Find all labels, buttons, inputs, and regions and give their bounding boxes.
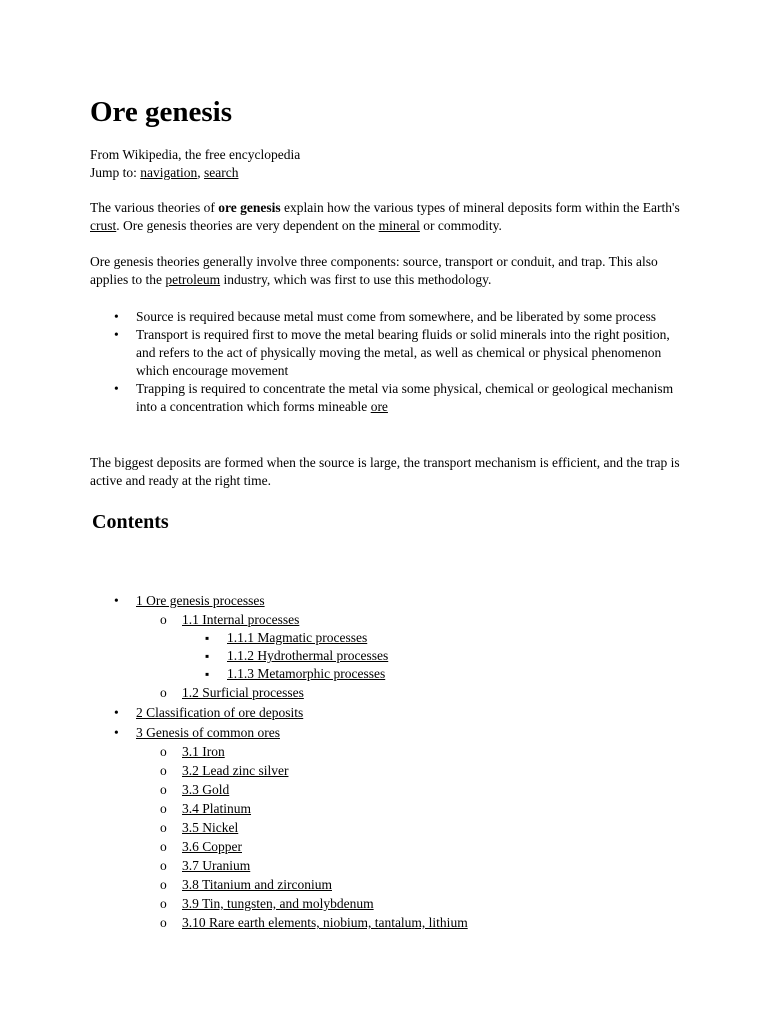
toc-item — [227, 647, 676, 665]
toc-item — [227, 665, 676, 683]
toc-item — [182, 838, 676, 856]
toc-link[interactable]: 3.4 Platinum — [182, 801, 252, 816]
toc-link[interactable]: 1.1 Internal processes — [182, 612, 300, 627]
list-item-trapping — [136, 380, 681, 416]
toc-link[interactable]: 3.9 Tin, tungsten, and molybdenum — [182, 896, 374, 911]
intro-text-3: . Ore genesis theories are very dependent on the — [116, 218, 379, 233]
intro-bold-term: ore genesis — [218, 200, 281, 215]
article-subtitle — [90, 146, 690, 182]
toc-link[interactable]: 1.1.3 Metamorphic processes — [227, 666, 386, 681]
toc-link[interactable]: 1.1.1 Magmatic processes — [227, 630, 368, 645]
toc-link[interactable]: 3.6 Copper — [182, 839, 242, 854]
toc-item — [182, 611, 676, 683]
intro-paragraph — [90, 199, 680, 235]
toc-item — [227, 629, 676, 647]
toc-item — [182, 800, 676, 818]
components-paragraph — [90, 253, 680, 289]
toc-link[interactable]: 2 Classification of ore deposits — [136, 705, 304, 720]
intro-text-1: The various theories of — [90, 200, 219, 215]
toc-link[interactable]: 3.7 Uranium — [182, 858, 251, 873]
toc-link[interactable]: 3 Genesis of common ores — [136, 725, 280, 740]
trapping-text: Trapping is required to concentrate the metal via some physical, chemical or geological mechanism into a concentration which forms mineable — [136, 381, 674, 414]
ore-link[interactable]: ore — [370, 399, 388, 414]
page-title: Ore genesis — [90, 96, 233, 128]
toc-link[interactable]: 3.8 Titanium and zirconium — [182, 877, 332, 892]
toc-item — [182, 819, 676, 837]
list-item-source: • Source is required because metal must come from somewhere, and be liberated by some process — [136, 308, 681, 326]
toc-item — [182, 743, 676, 761]
intro-text-4: or commodity. — [419, 218, 502, 233]
jump-search-link[interactable]: search — [204, 165, 239, 180]
jump-links — [90, 164, 690, 182]
toc-item — [182, 914, 676, 932]
toc-link[interactable]: 1.2 Surficial processes — [182, 685, 304, 700]
toc-item — [182, 762, 676, 780]
toc-item — [136, 704, 676, 722]
deposits-paragraph: The biggest deposits are formed when the source is large, the transport mechanism is efficient, and the trap is active and ready at the right time. — [90, 455, 680, 488]
mineral-link[interactable]: mineral — [378, 218, 420, 233]
toc-link[interactable]: 1 Ore genesis processes — [136, 593, 265, 608]
jump-navigation-link[interactable]: navigation — [140, 165, 198, 180]
toc-link[interactable]: 1.1.2 Hydrothermal processes — [227, 648, 389, 663]
list-item-transport: • Transport is required first to move the metal bearing fluids or solid minerals into the right position, and refers to the act of physically moving the metal, as well as chemical or physical phenomenon which encourage movement — [136, 326, 681, 380]
jump-separator: , — [197, 165, 201, 180]
toc-link[interactable]: 3.3 Gold — [182, 782, 230, 797]
petroleum-link[interactable]: petroleum — [165, 272, 221, 287]
toc-item — [182, 876, 676, 894]
jump-label: Jump to: — [90, 165, 137, 180]
toc-item — [136, 724, 676, 932]
toc-item — [182, 684, 676, 702]
toc-link[interactable]: 3.1 Iron — [182, 744, 225, 759]
components-list — [136, 308, 681, 416]
toc-item — [136, 592, 676, 702]
site-sub: From Wikipedia, the free encyclopedia — [90, 147, 301, 162]
components-text-1: Ore genesis theories generally involve three components: source, transport or conduit, and trap. This also applies to the — [90, 254, 658, 287]
intro-text-2: explain how the various types of mineral deposits form within the Earth's — [280, 200, 680, 215]
toc-item — [182, 857, 676, 875]
table-of-contents — [136, 590, 676, 932]
toc-item — [182, 895, 676, 913]
contents-heading: Contents — [92, 511, 169, 533]
crust-link[interactable]: crust — [90, 218, 117, 233]
toc-link[interactable]: 3.10 Rare earth elements, niobium, tantalum, lithium — [182, 915, 468, 930]
toc-link[interactable]: 3.2 Lead zinc silver — [182, 763, 289, 778]
toc-item — [182, 781, 676, 799]
toc-link[interactable]: 3.5 Nickel — [182, 820, 239, 835]
components-text-2: industry, which was first to use this methodology. — [220, 272, 492, 287]
